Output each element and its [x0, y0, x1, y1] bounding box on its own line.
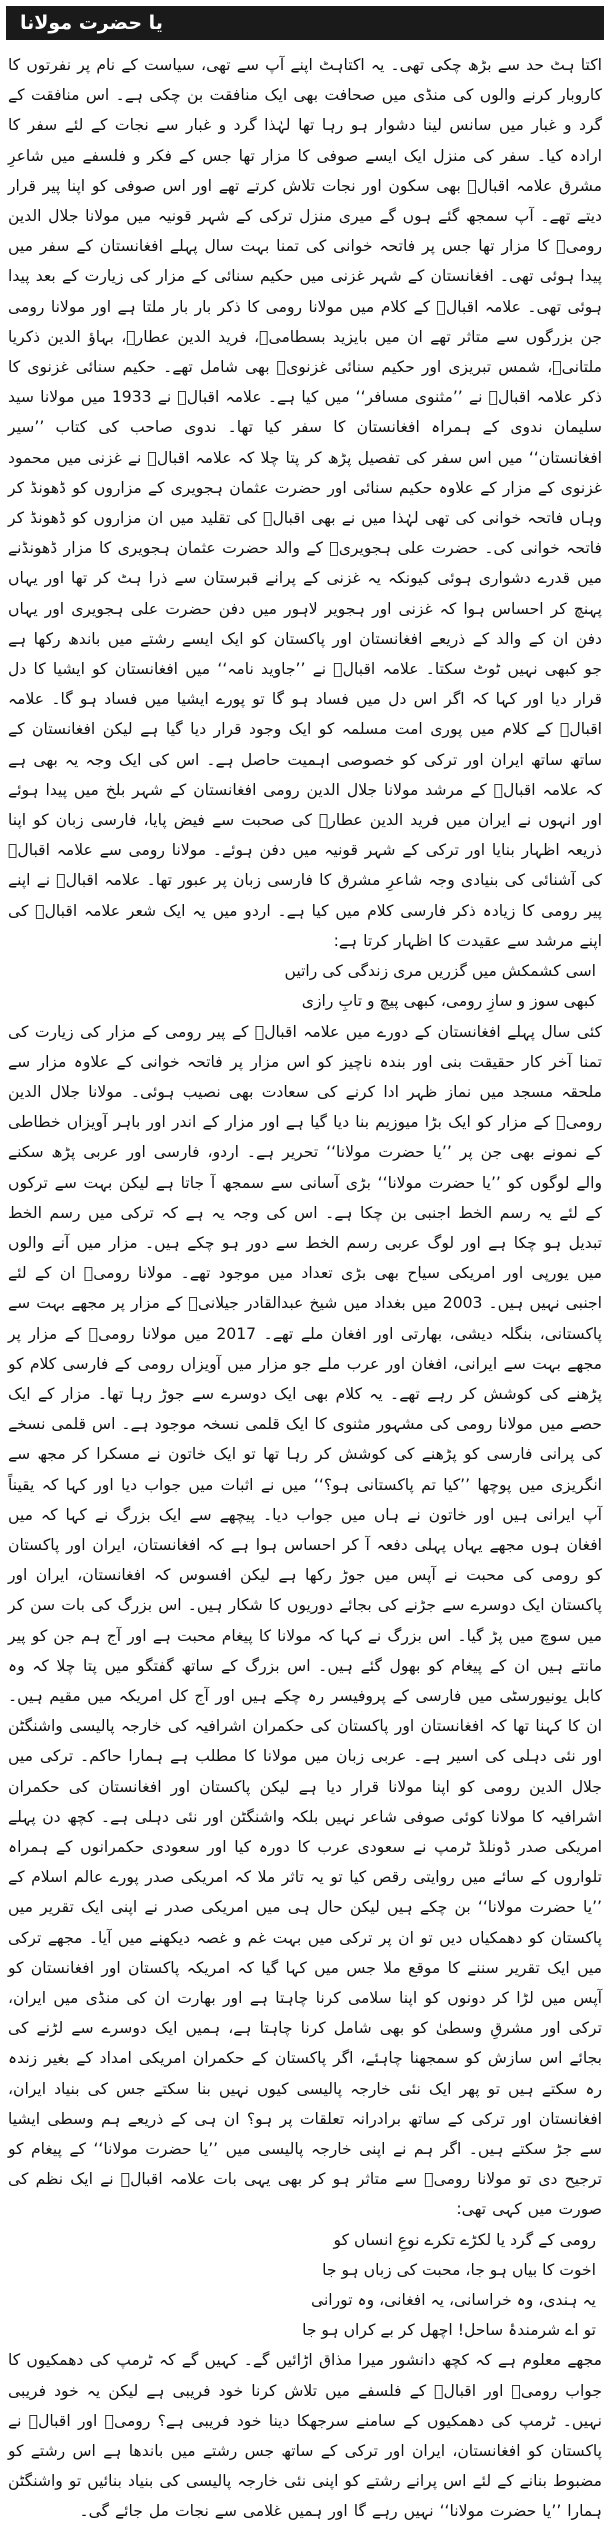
article-body	[8, 50, 602, 2521]
article-paragraph-3: مجھے معلوم ہے کہ کچھ دانشور میرا مذاق اڑائیں گے۔ کہیں گے کہ ٹرمپ کی دھمکیوں کا جواب رومیؒ اور اقبالؒ کے فلسفے میں تلاش کرنا خود فریبی ہے لیکن یہ خود فریبی نہیں۔ ٹرمپ کی دھمکیوں کے سامنے سرجھکا دینا خود فریبی ہے؟ رومیؒ اور اقبالؒ نے پاکستان کو افغانستان، ایران اور ترکی کے ساتھ جس رشتے میں باندھا ہے اس رشتے کو مضبوط بنانے کے لئے اس پرانے رشتے کو اپنی نئی خارجہ پالیسی کی بنیاد بنائیں تو واشنگٹن ہمارا ’’یا حضرت مولانا‘‘ نہیں رہے گا اور ہمیں غلامی سے نجات مل جائے گی۔	[8, 2351, 602, 2521]
column-title: یا حضرت مولانا	[20, 12, 163, 34]
verse-line-1: اسی کشمکش میں گزریں مری زندگی کی راتیں	[284, 962, 596, 981]
verse-line-5: یہ ہندی، وہ خراسانی، یہ افغانی، وہ تورانی	[310, 2291, 596, 2310]
article-paragraph-1: اکتا ہٹ حد سے بڑھ چکی تھی۔ یہ اکتاہٹ اپنے آپ سے تھی، سیاست کے نام پر نفرتوں کا کاروبار کرنے والوں کی منڈی میں صحافت بھی ایک منافقت بن چکی ہے۔ اس منافقت کے گرد و غبار میں سانس لینا دشوار ہو رہا تھا لہٰذا گرد و غبار سے نجات کے لئے سفر کا ارادہ کیا۔ سفر کی منزل ایک ایسے صوفی کا مزار تھا جس کے فکر و فلسفے میں شاعرِ مشرق علامہ اقبالؒ بھی سکون اور نجات تلاش کرتے تھے اور اس صوفی کو اپنا پیر قرار دیتے تھے۔ آپ سمجھ گئے ہوں گے میری منزل ترکی کے شہر قونیہ میں مولانا جلال الدین رومیؒ کا مزار تھا جس پر فاتحہ خوانی کی تمنا بہت سال پہلے افغانستان کے سفر میں پیدا ہوئی تھی۔ افغانستان کے شہر غزنی میں حکیم سنائی کے مزار کی زیارت کے بعد پیدا ہوئی تھی۔ علامہ اقبالؒ کے کلام میں مولانا رومی کا ذکر بار بار ملتا ہے اور مولانا رومی جن بزرگوں سے متاثر تھے ان میں بایزید بسطامیؒ، فرید الدین عطارؒ، بہاؤ الدین ذکریا ملتانیؒ، شمس تبریزی اور حکیم سنائی غزنویؒ بھی شامل تھے۔ حکیم سنائی غزنوی کا ذکر علامہ اقبالؒ نے ’’مثنوی مسافر‘‘ میں کیا ہے۔ علامہ اقبالؒ نے 1933 میں مولانا سید سلیمان ندوی کے ہمراہ افغانستان کا سفر کیا تھا۔ ندوی صاحب کی کتاب ’’سیر افغانستان‘‘ میں اس سفر کی تفصیل پڑھ کر پتا چلا کہ علامہ اقبالؒ نے غزنی میں محمود غزنوی کے مزار کے علاوہ حکیم سنائی اور حضرت عثمان ہجویری کے مزاروں کو ڈھونڈ کر وہاں فاتحہ خوانی کی تھی لہٰذا میں نے بھی اقبالؒ کی تقلید میں ان مزاروں کو ڈھونڈ کر فاتحہ خوانی کی۔ حضرت علی ہجویریؒ کے والد حضرت عثمان ہجویری کا مزار ڈھونڈنے میں قدرے دشواری ہوئی کیونکہ یہ غزنی کے پرانے قبرستان سے ذرا ہٹ کر تھا اور یہاں پہنچ کر احساس ہوا کہ غزنی اور ہجویر لاہور میں دفن حضرت علی ہجویری اور یہاں دفن ان کے والد کے ذریعے افغانستان اور پاکستان کو ایک ایسے رشتے میں باندھ رکھا ہے جو کبھی نہیں ٹوٹ سکتا۔ علامہ اقبالؒ نے ’’جاوید نامہ‘‘ میں افغانستان کو ایشیا کا دل قرار دیا اور کہا کہ اگر اس دل میں فساد ہو گا تو پورے ایشیا میں فساد ہو گا۔ علامہ اقبالؒ کے کلام میں پوری امت مسلمہ کو ایک وجود قرار دیا گیا ہے لیکن افغانستان کے ساتھ ساتھ ایران اور ترکی کو خصوصی اہمیت حاصل ہے۔ اس کی ایک وجہ یہ بھی ہے کہ علامہ اقبالؒ کے مرشد مولانا جلال الدین رومی افغانستان کے شہر بلخ میں پیدا ہوئے اور انہوں نے ایران میں فرید الدین عطارؒ کی صحبت سے فیض پایا، فارسی زبان کو اپنا ذریعہ اظہار بنایا اور ترکی کے شہر قونیہ میں دفن ہوئے۔ مولانا رومی سے علامہ اقبالؒ کی آشنائی کی بنیادی وجہ شاعرِ مشرق کا فارسی زبان پر عبور تھا۔ علامہ اقبالؒ نے اپنے پیر رومی کا زیادہ ذکر فارسی کلام میں کیا ہے۔ اردو میں یہ ایک شعر علامہ اقبالؒ کی اپنے مرشد سے عقیدت کا اظہار کرتا ہے:	[8, 56, 602, 950]
verse-line-3: رومی کے گرد یا لکڑے تکرے نوعِ انساں کو	[333, 2230, 596, 2249]
verse-line-2: کبھی سوز و سازِ رومی، کبھی پیچ و تابِ رازی	[301, 992, 596, 1011]
verse-line-4: اخوت کا بیاں ہو جا، محبت کی زباں ہو جا	[322, 2260, 596, 2279]
article-paragraph-2: کئی سال پہلے افغانستان کے دورے میں علامہ اقبالؒ کے پیر رومی کے مزار کی زیارت کی تمنا آخر کار حقیقت بنی اور بندہ ناچیز کو اس مزار پر فاتحہ خوانی کے علاوہ مزار سے ملحقہ مسجد میں نماز ظہر ادا کرنے کی سعادت بھی نصیب ہوئی۔ مولانا جلال الدین رومیؒ کے مزار کو ایک بڑا میوزیم بنا دیا گیا ہے اور مزار کے اندر اور باہر آویزاں خطاطی کے نمونے بھی جن پر ’’یا حضرت مولانا‘‘ تحریر ہے۔ اردو، فارسی اور عربی پڑھ سکنے والے لوگوں کو ’’یا حضرت مولانا‘‘ بڑی آسانی سے سمجھ آ جاتا ہے لیکن بہت سے ترکوں کے لئے یہ رسم الخط اجنبی بن چکا ہے۔ اس کی وجہ یہ ہے کہ ترکی میں رسم الخط تبدیل ہو چکا ہے اور لوگ عربی رسم الخط سے دور ہو چکے ہیں۔ مزار میں آنے والوں میں یورپی اور امریکی سیاح بھی بڑی تعداد میں موجود تھے۔ مولانا رومیؒ ان کے لئے اجنبی نہیں ہیں۔ 2003 میں بغداد میں شیخ عبدالقادر جیلانیؒ کے مزار پر مجھے بہت سے پاکستانی، بنگلہ دیشی، بھارتی اور افغان ملے تھے۔ 2017 میں مولانا رومیؒ کے مزار پر مجھے بہت سے ایرانی، افغان اور عرب ملے جو مزار میں آویزاں رومی کے فارسی کلام کو پڑھنے کی کوشش کر رہے تھے۔ یہ کلام بھی ایک دوسرے سے جوڑ رہا تھا۔ مزار کے ایک حصے میں مولانا رومی کی مشہور مثنوی کا ایک قلمی نسخہ موجود ہے۔ اس قلمی نسخے کی پرانی فارسی کو پڑھنے کی کوشش کر رہا تھا تو ایک خاتون نے مسکرا کر مجھ سے انگریزی میں پوچھا ’’کیا تم پاکستانی ہو؟‘‘ میں نے اثبات میں جواب دیا اور کہا کہ یقیناً آپ ایرانی ہیں اور خاتون نے ہاں میں جواب دیا۔ پیچھے سے ایک بزرگ نے کہا کہ میں افغان ہوں مجھے یہاں پہلی دفعہ آ کر احساس ہوا ہے کہ افغانستان، ایران اور پاکستان کو رومی کی محبت نے آپس میں جوڑ رکھا ہے لیکن افسوس کہ افغانستان، ایران اور پاکستان ایک دوسرے سے جڑنے کی بجائے دوریوں کا شکار ہیں۔ اس بزرگ کی بات سن کر میں سوچ میں پڑ گیا۔ اس بزرگ نے کہا کہ مولانا کا پیغام محبت ہے اور آج ہم جن کو پیر مانتے ہیں ان کے پیغام کو بھول گئے ہیں۔ اس بزرگ کے ساتھ گفتگو میں پتا چلا کہ وہ کابل یونیورسٹی میں فارسی کے پروفیسر رہ چکے ہیں اور آج کل امریکہ میں مقیم ہیں۔ ان کا کہنا تھا کہ افغانستان اور پاکستان کی حکمران اشرافیہ کی خارجہ پالیسی واشنگٹن اور نئی دہلی کی اسیر ہے۔ عربی زبان میں مولانا کا مطلب ہے ہمارا حاکم۔ ترکی میں جلال الدین رومی کو اپنا مولانا قرار دیا ہے لیکن پاکستان اور افغانستان کی حکمران اشرافیہ کا مولانا کوئی صوفی شاعر نہیں بلکہ واشنگٹن اور نئی دہلی ہے۔ کچھ دن پہلے امریکی صدر ڈونلڈ ٹرمپ نے سعودی عرب کا دورہ کیا اور سعودی حکمرانوں کے ہمراہ تلواروں کے سائے میں روایتی رقص کیا تو یہ تاثر ملا کہ امریکی صدر پورے عالم اسلام کے ’’یا حضرت مولانا‘‘ بن چکے ہیں لیکن حال ہی میں امریکی صدر نے اپنی ایک تقریر میں پاکستان کو دھمکیاں دیں تو ان پر ترکی میں بہت غم و غصہ دیکھنے میں آیا۔ مجھے ترکی میں ایک تقریر سننے کا موقع ملا جس میں کہا گیا کہ امریکہ پاکستان اور افغانستان کو آپس میں لڑا کر دونوں کو اپنا سلامی کرنا چاہتا ہے اور بھارت ان کی منڈی میں ایران، ترکی اور مشرقِ وسطیٰ کو بھی شامل کرنا چاہتا ہے، ہمیں ایک دوسرے سے لڑنے کی بجائے اس سازش کو سمجھنا چاہئے، اگر پاکستان کے حکمران امریکی امداد کے بغیر زندہ رہ سکتے ہیں تو پھر ایک نئی خارجہ پالیسی کیوں نہیں بنا سکتے جس کی بنیاد ایران، افغانستان اور ترکی کے ساتھ برادرانہ تعلقات پر ہو؟ ان ہی کے ذریعے ہم وسطی ایشیا سے جڑ سکتے ہیں۔ اگر ہم نے اپنی خارجہ پالیسی میں ’’یا حضرت مولانا‘‘ کے پیغام کو ترجیح دی تو مولانا رومیؒ سے متاثر ہو کر بھی یہی بات علامہ اقبالؒ نے ایک نظم کی صورت میں کہی تھی:	[8, 1022, 602, 2219]
column-header-bar	[6, 6, 604, 40]
verse-line-6: تو اے شرمندۂ ساحل! اچھل کر بے کراں ہو جا	[302, 2321, 596, 2340]
